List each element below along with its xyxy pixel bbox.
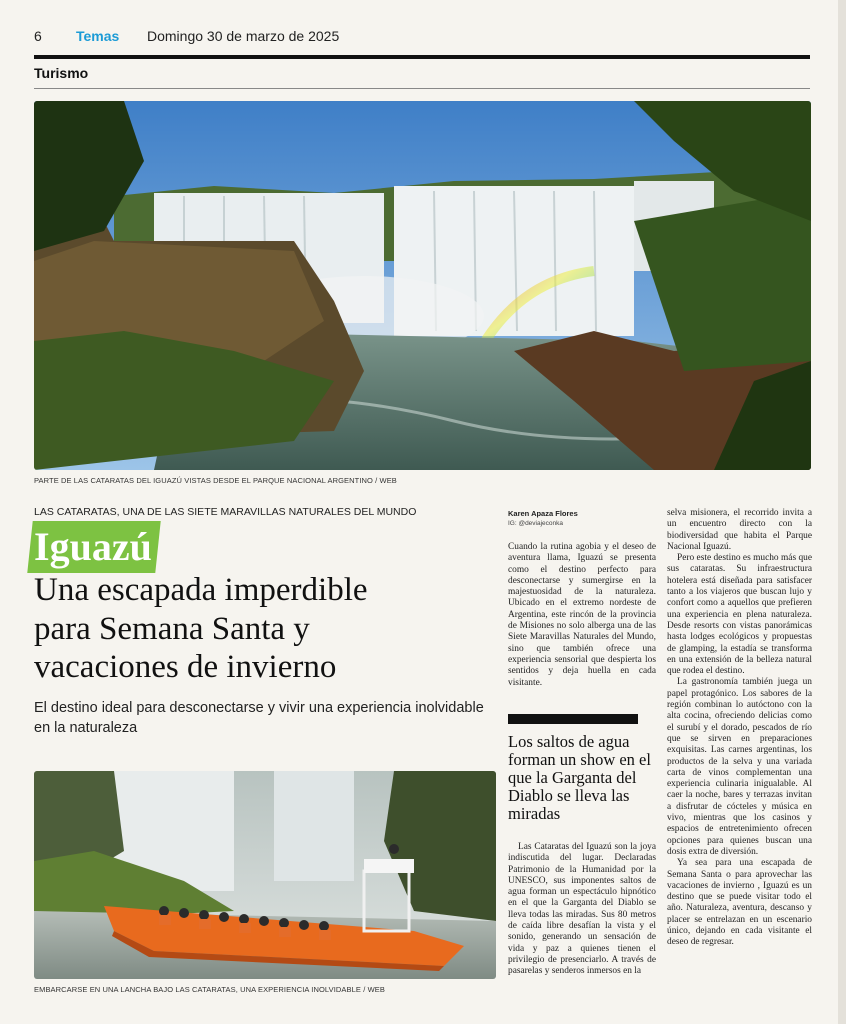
author-name: Karen Apaza Flores — [508, 509, 578, 518]
body-paragraph: selva misionera, el recorrido invita a un encuentro directo con la biodiversidad que habita el Parque Nacional Iguazú. — [667, 508, 812, 552]
issue-date: Domingo 30 de marzo de 2025 — [147, 28, 340, 44]
boat-photo-caption: EMBARCARSE EN UNA LANCHA BAJO LAS CATARATAS, UNA EXPERIENCIA INOLVIDABLE / WEB — [34, 985, 385, 994]
body-column-1-continued — [508, 842, 656, 978]
article-dek: El destino ideal para desconectarse y vivir una experiencia inolvidable en la naturaleza — [34, 700, 484, 736]
section-name: Temas — [76, 28, 120, 44]
tag-text: Iguazú — [34, 524, 152, 569]
article-subhead: Los saltos de agua forman un show en el que la Garganta del Diablo se lleva las miradas — [508, 732, 651, 823]
body-paragraph: Cuando la rutina agobia y el deseo de aventura llama, Iguazú se presenta como el destino perfecto para desconectarse y sumergirse en la majestuosidad de la naturaleza. Ubicado en el extremo nordeste de Argentina, este rincón de la provincia de Misiones no solo alberga una de las Siete Maravillas Naturales del Mundo, sino que también ofrece una experiencia sensorial que despierta los sentidos y deja huella en cada visitante. — [508, 542, 656, 688]
headline-line: Una escapada imperdible — [34, 572, 368, 608]
subsection-rule — [34, 88, 810, 89]
headline-line: para Semana Santa y — [34, 610, 310, 647]
body-column-2 — [667, 508, 812, 949]
article-headline — [34, 571, 494, 687]
body-paragraph: Las Cataratas del Iguazú son la joya indiscutida del lugar. Declaradas Patrimonio de la Humanidad por la UNESCO, sus imponentes saltos de agua forman un espectáculo hipnótico en el que la Garganta del Diablo se lleva todas las miradas. Sus 80 metros de caída libre desafían la vista y el sonido, generando un sensación de vida y paz a quienes tienen el privilegio de presenciarlo. A través de pasarelas y senderos inmersos en la — [508, 842, 656, 977]
boat-photo — [34, 771, 496, 979]
main-photo-caption: PARTE DE LAS CATARATAS DEL IGUAZÚ VISTAS DESDE EL PARQUE NACIONAL ARGENTINO / WEB — [34, 476, 397, 485]
page-edge — [838, 0, 846, 1024]
body-paragraph: La gastronomía también juega un papel protagónico. Los sabores de la región combinan lo autóctono con la alta cocina, ofreciendo delicias como el surubí y el dorado, pescados de río que se sirven en preparaciones exquisitas. Las carnes argentinas, los productos de la selva y una variada carta de vinos complementan una experiencia culinaria inigualable. Al caer la noche, bares y terrazas invitan a disfrutar de cócteles y música en vivo, mientras que los casinos y espacios de entretenimiento ofrecen opciones para quienes buscan una dosis extra de diversión. — [667, 677, 812, 857]
header-rule — [34, 55, 810, 59]
article-kicker: LAS CATARATAS, UNA DE LAS SIETE MARAVILLAS NATURALES DEL MUNDO — [34, 506, 417, 518]
body-paragraph: Ya sea para una escapada de Semana Santa o para aprovechar las vacaciones de invierno , Iguazú es un destino que se puede visitar todo el año. Naturaleza, aventura, descanso y placer se entrelazan en un escenario único, dejando en cada visitante el deseo de regresar. — [667, 858, 812, 948]
page-header — [34, 28, 810, 48]
subhead-bar — [508, 714, 638, 724]
body-paragraph: Pero este destino es mucho más que sus cataratas. Su infraestructura hotelera está diseñada para satisfacer tanto a los viajeros que buscan lujo y confort como a aquellos que prefieren una experiencia en plena naturaleza. Desde resorts con vistas panorámicas hasta lodges ecológicos y propuestas de glamping, la estadía se transforma en una extensión de la belleza natural que rodea el destino. — [667, 553, 812, 677]
headline-line: vacaciones de invierno — [34, 649, 337, 685]
waterfalls-photo — [34, 101, 811, 470]
author-handle: IG: @deviajeconka — [508, 520, 564, 527]
body-column-1 — [508, 542, 656, 689]
page-number: 6 — [34, 28, 42, 44]
subsection-name: Turismo — [34, 65, 89, 81]
tag-label — [27, 521, 160, 573]
